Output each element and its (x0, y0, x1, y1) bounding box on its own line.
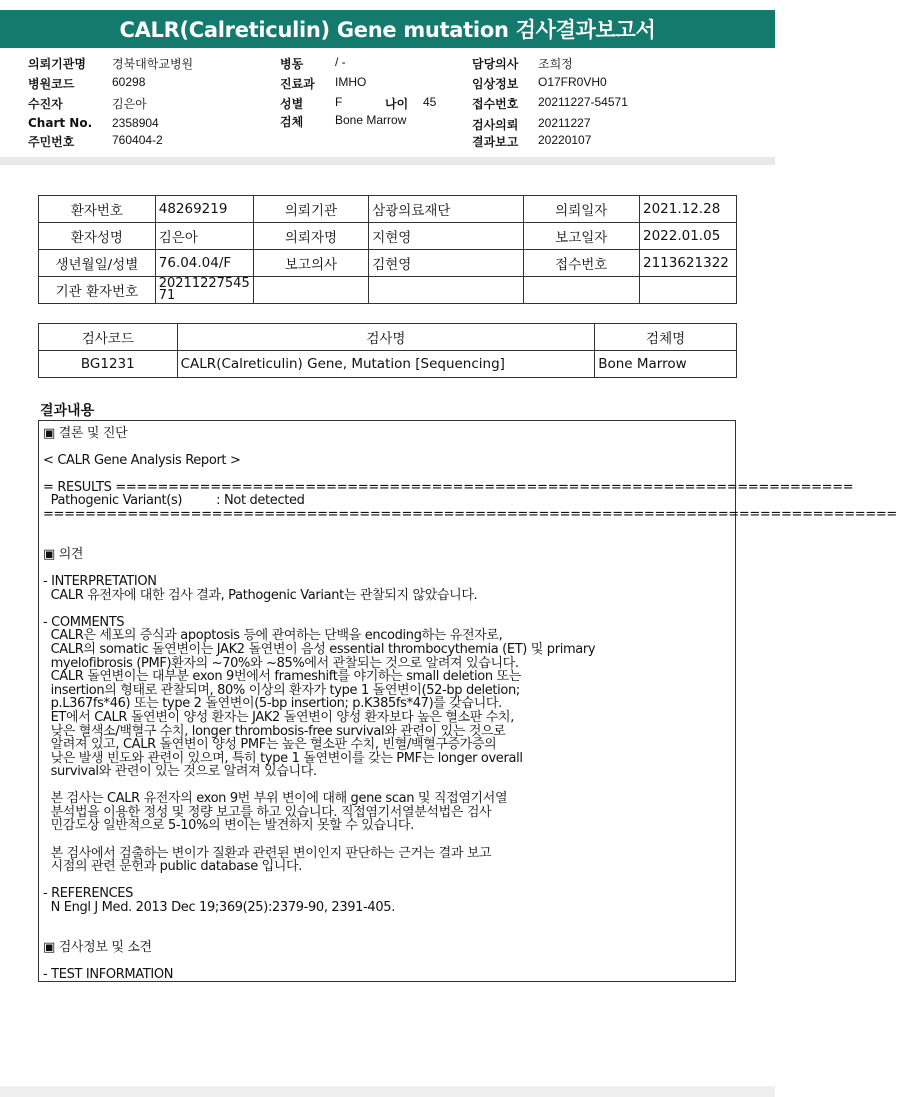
section-divider (0, 157, 775, 165)
table-cell: BG1231 (39, 351, 178, 378)
result-line: CALR의 somatic 돌연변이는 JAK2 돌연변이 음성 essential thrombocythemia (ET) 및 primary (43, 642, 596, 657)
result-line: 분석법을 이용한 정성 및 정량 보고를 하고 있습니다. 직접염기서열분석법은 검사 (43, 805, 492, 820)
header-label: 접수번호 (472, 97, 519, 111)
header-value: 760404-2 (112, 133, 163, 147)
table-cell-label: 의뢰일자 (523, 196, 639, 223)
header-value: 20211227 (538, 116, 591, 130)
result-line: CALR 유전자에 대한 검사 결과, Pathogenic Variant는 관찰되지 않았습니다. (43, 588, 478, 603)
result-line: 본 검사는 CALR 유전자의 exon 9번 부위 변이에 대해 gene scan 및 직접염기서열 (43, 791, 508, 806)
table-cell: Bone Marrow (595, 351, 737, 378)
header-value: 60298 (112, 75, 146, 89)
age-value: 45 (423, 95, 437, 109)
table-cell-label: 생년월일/성별 (39, 250, 156, 277)
result-line: 낮은 혈색소/백혈구 수치, longer thrombosis-free survival와 관련이 있는 것으로 (43, 724, 506, 739)
table-header: 검사명 (177, 324, 595, 351)
table-cell: 76.04.04/F (155, 250, 253, 277)
patient-table (38, 195, 737, 304)
result-line: - TEST INFORMATION (43, 967, 174, 982)
header-value: 김은아 (112, 97, 147, 111)
results-title: 결과내용 (40, 403, 95, 419)
table-cell: 지현영 (369, 223, 523, 250)
table-cell: 2113621322 (639, 250, 736, 277)
header-value: IMHO (335, 75, 367, 89)
header-label: 진료과 (280, 77, 315, 91)
table-cell-label: 보고일자 (523, 223, 639, 250)
header-label: 병원코드 (28, 77, 75, 91)
result-line: - INTERPRETATION (43, 574, 157, 589)
header-label: 담당의사 (472, 57, 519, 71)
section-heading: ▣ 결론 및 진단 (43, 426, 128, 441)
header-value: 2358904 (112, 116, 159, 130)
table-row (39, 277, 737, 304)
header-value: 조희정 (538, 57, 573, 71)
table-cell: 20211227545 71 (155, 277, 253, 304)
result-line: = RESULTS ====================================================================== (43, 480, 854, 495)
header-label: 성별 (280, 97, 304, 111)
result-line: N Engl J Med. 2013 Dec 19;369(25):2379-90, 2391-405. (43, 900, 395, 915)
table-cell: CALR(Calreticulin) Gene, Mutation [Sequencing] (177, 351, 595, 378)
header-value: 20220107 (538, 133, 592, 147)
table-cell-label: 보고의사 (253, 250, 368, 277)
result-line: ET에서 CALR 돌연변이 양성 환자는 JAK2 돌연변이 양성 환자보다 높은 혈소판 수치, (43, 710, 514, 725)
result-line: insertion의 형태로 관찰되며, 80% 이상의 환자가 type 1 돌연변이(52-bp deletion; (43, 683, 520, 698)
table-row (39, 250, 737, 277)
result-line: 알려져 있고, CALR 돌연변이 양성 PMF는 높은 혈소판 수치, 빈혈/백혈구증가증의 (43, 737, 497, 752)
header-label: Chart No. (28, 116, 93, 130)
table-row (39, 223, 737, 250)
report-title: CALR(Calreticulin) Gene mutation 검사결과보고서 (0, 10, 775, 48)
table-cell: 김은아 (155, 223, 253, 250)
table-header: 검사코드 (39, 324, 178, 351)
header-value: 경북대학교병원 (112, 57, 194, 71)
table-cell (253, 277, 368, 304)
result-line: - COMMENTS (43, 615, 125, 630)
table-cell-label: 환자번호 (39, 196, 156, 223)
header-label: 병동 (280, 57, 304, 71)
result-line: myelofibrosis (PMF)환자의 ~70%와 ~85%에서 관찰되는 것으로 알려져 있습니다. (43, 656, 519, 671)
header-label: 검사의뢰 (472, 118, 519, 132)
table-header: 검체명 (595, 324, 737, 351)
header-value: O17FR0VH0 (538, 75, 607, 89)
page-bottom-band (0, 1086, 775, 1097)
result-line: Pathogenic Variant(s) : Not detected (43, 493, 305, 508)
table-cell-label: 의뢰자명 (253, 223, 368, 250)
table-row (39, 196, 737, 223)
header-label: 검체 (280, 115, 304, 129)
table-cell (369, 277, 523, 304)
section-heading: ▣ 의견 (43, 547, 84, 562)
table-cell: 2022.01.05 (639, 223, 736, 250)
result-line: - REFERENCES (43, 886, 134, 901)
age-label: 나이 (385, 97, 409, 111)
header-value: 20211227-54571 (538, 95, 628, 109)
table-cell-label: 접수번호 (523, 250, 639, 277)
header-value: Bone Marrow (335, 113, 407, 127)
header-value: / - (335, 55, 346, 69)
table-row (39, 351, 737, 378)
result-line: 민감도상 일반적으로 5-10%의 변이는 발견하지 못할 수 있습니다. (43, 818, 414, 833)
result-line: p.L367fs*46) 또는 type 2 돌연변이(5-bp insertion; p.K385fs*47)를 갖습니다. (43, 696, 502, 711)
result-line: 낮은 발생 빈도와 관련이 있으며, 특히 type 1 돌연변이를 갖는 PMF는 longer overall (43, 751, 523, 766)
header-label: 결과보고 (472, 135, 519, 149)
table-cell: 48269219 (155, 196, 253, 223)
header-label: 주민번호 (28, 135, 75, 149)
header-label: 의뢰기관명 (28, 57, 86, 71)
header-label: 임상정보 (472, 77, 519, 91)
table-cell-label: 환자성명 (39, 223, 156, 250)
section-heading: ▣ 검사정보 및 소견 (43, 940, 152, 955)
header-label: 수진자 (28, 97, 63, 111)
table-cell: 삼광의료재단 (369, 196, 523, 223)
result-line: CALR은 세포의 증식과 apoptosis 등에 관여하는 단백을 encoding하는 유전자로, (43, 628, 503, 643)
table-cell: 2021.12.28 (639, 196, 736, 223)
table-header-row (39, 324, 737, 351)
header-value: F (335, 95, 343, 109)
table-cell (639, 277, 736, 304)
result-line: 본 검사에서 검출하는 변이가 질환과 관련된 변이인지 판단하는 근거는 결과 보고 (43, 846, 492, 861)
table-cell-label: 기관 환자번호 (39, 277, 156, 304)
results-box (38, 420, 897, 982)
table-cell: 김현영 (369, 250, 523, 277)
test-table (38, 323, 737, 378)
result-line: ================================================================================= (43, 507, 897, 522)
table-cell-label: 의뢰기관 (253, 196, 368, 223)
result-line: < CALR Gene Analysis Report > (43, 453, 241, 468)
result-line: 시점의 관련 문헌과 public database 입니다. (43, 859, 303, 874)
result-line: CALR 돌연변이는 대부분 exon 9번에서 frameshift를 야기하는 small deletion 또는 (43, 669, 521, 684)
table-cell (523, 277, 639, 304)
result-line: survival와 관련이 있는 것으로 알려져 있습니다. (43, 764, 317, 779)
